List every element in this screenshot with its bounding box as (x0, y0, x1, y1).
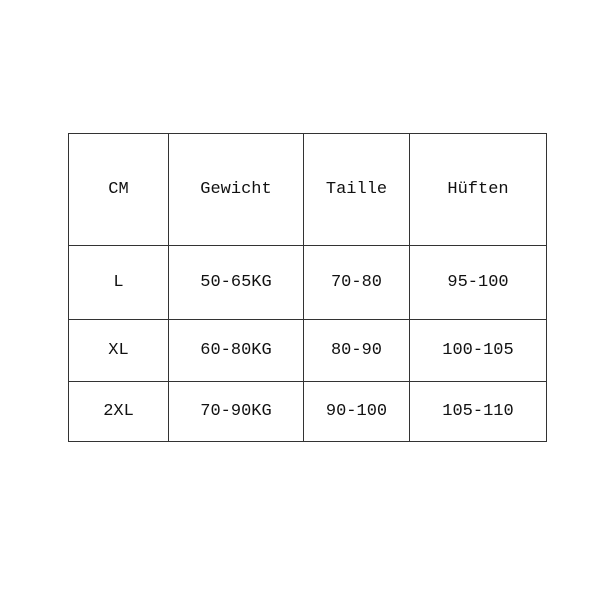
size-cell: L (69, 246, 169, 320)
table-row (69, 382, 547, 442)
weight-cell: 50-65KG (169, 246, 304, 320)
weight-cell: 60-80KG (169, 320, 304, 382)
size-cell: XL (69, 320, 169, 382)
header-cell-hips: Hüften (410, 134, 547, 246)
size-chart-table (68, 133, 547, 442)
header-cell-weight: Gewicht (169, 134, 304, 246)
hips-cell: 95-100 (410, 246, 547, 320)
header-cell-waist: Taille (304, 134, 410, 246)
waist-cell: 70-80 (304, 246, 410, 320)
size-cell: 2XL (69, 382, 169, 442)
table-row (69, 320, 547, 382)
weight-cell: 70-90KG (169, 382, 304, 442)
waist-cell: 80-90 (304, 320, 410, 382)
hips-cell: 100-105 (410, 320, 547, 382)
hips-cell: 105-110 (410, 382, 547, 442)
table-header-row (69, 134, 547, 246)
waist-cell: 90-100 (304, 382, 410, 442)
header-cell-cm: CM (69, 134, 169, 246)
table-row (69, 246, 547, 320)
